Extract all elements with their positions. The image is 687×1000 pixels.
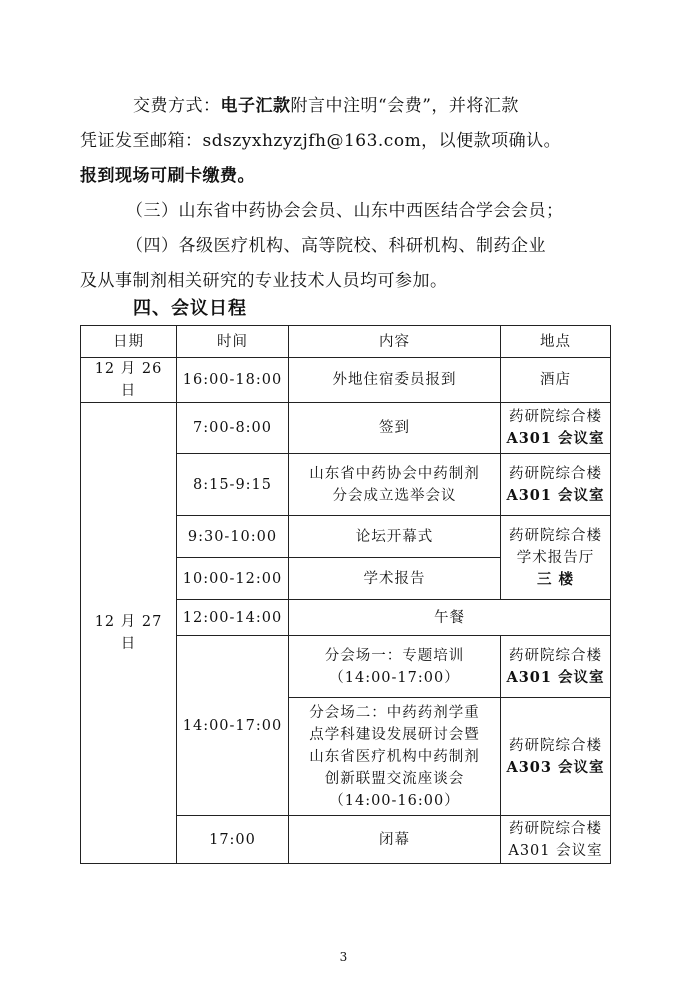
place-building: 药研院综合楼 [509, 820, 602, 837]
time-cell: 12:00-14:00 [177, 600, 289, 636]
place-room: A301 会议室 [506, 486, 605, 504]
place-cell [501, 636, 611, 698]
place-floor: 三 楼 [536, 570, 575, 588]
content-cell [289, 698, 501, 816]
content-line: 山东省医疗机构中药制剂 [309, 748, 480, 765]
payment-method-line [133, 94, 519, 118]
content-cell: 午餐 [289, 600, 611, 636]
content-line: （14:00-16:00） [329, 792, 460, 809]
time-cell: 8:15-9:15 [177, 454, 289, 516]
time-cell: 10:00-12:00 [177, 558, 289, 600]
time-cell: 16:00-18:00 [177, 358, 289, 403]
place-building: 药研院综合楼 [509, 409, 602, 425]
time-cell: 14:00-17:00 [177, 636, 289, 816]
content-cell [289, 454, 501, 516]
place-cell [501, 516, 611, 600]
place-room: A303 会议室 [506, 758, 605, 776]
time-cell: 9:30-10:00 [177, 516, 289, 558]
place-cell [501, 816, 611, 864]
place-building: 药研院综合楼 [509, 737, 602, 754]
header-place: 地点 [501, 326, 611, 358]
schedule-table [80, 325, 611, 864]
email-line: 凭证发至邮箱：sdszyxhzyzjfh@163.com，以便款项确认。 [80, 131, 562, 151]
content-line: 分会成立选举会议 [332, 487, 457, 504]
content-line: 山东省中药协会中药制剂 [309, 465, 480, 482]
payment-label: 交费方式： [133, 96, 221, 116]
date-cell: 12 月 27 日 [81, 403, 177, 864]
section-title: 四、会议日程 [133, 298, 247, 319]
place-room: A301 会议室 [506, 430, 605, 447]
table-header-row [81, 326, 611, 358]
eligibility-item-4: （四）各级医疗机构、高等院校、科研机构、制药企业 [126, 236, 546, 256]
header-content: 内容 [289, 326, 501, 358]
place-building: 药研院综合楼 [509, 465, 602, 482]
place-room: A301 会议室 [508, 842, 603, 859]
table-row [81, 403, 611, 454]
content-line: 点学科建设发展研讨会暨 [309, 726, 480, 743]
content-cell: 闭幕 [289, 816, 501, 864]
payment-note: 附言中注明“会费”，并将汇款 [290, 96, 519, 116]
table-row [81, 358, 611, 403]
time-cell: 7:00-8:00 [177, 403, 289, 454]
place-cell [501, 698, 611, 816]
place-cell [501, 454, 611, 516]
place-building: 药研院综合楼 [509, 647, 602, 664]
content-line: （14:00-17:00） [329, 669, 460, 686]
time-cell: 17:00 [177, 816, 289, 864]
date-cell: 12 月 26 日 [81, 358, 177, 403]
payment-method: 电子汇款 [220, 96, 291, 116]
content-line: 分会场二：中药药剂学重 [309, 704, 480, 721]
place-room: 学术报告厅 [516, 549, 595, 566]
header-time: 时间 [177, 326, 289, 358]
content-cell: 学术报告 [289, 558, 501, 600]
content-line: 分会场一：专题培训 [324, 647, 465, 664]
eligibility-item-4-cont: 及从事制剂相关研究的专业技术人员均可参加。 [80, 271, 448, 291]
eligibility-item-3: （三）山东省中药协会会员、山东中西医结合学会会员； [126, 201, 564, 221]
place-building: 药研院综合楼 [509, 527, 602, 544]
place-room: A301 会议室 [506, 668, 605, 686]
content-cell [289, 636, 501, 698]
header-date: 日期 [81, 326, 177, 358]
content-cell: 外地住宿委员报到 [289, 358, 501, 403]
place-cell: 酒店 [501, 358, 611, 403]
onsite-payment-line: 报到现场可刷卡缴费。 [80, 166, 255, 186]
content-line: 创新联盟交流座谈会 [324, 770, 465, 787]
content-cell: 签到 [289, 403, 501, 454]
place-cell [501, 403, 611, 454]
content-cell: 论坛开幕式 [289, 516, 501, 558]
page-number: 3 [339, 950, 348, 964]
